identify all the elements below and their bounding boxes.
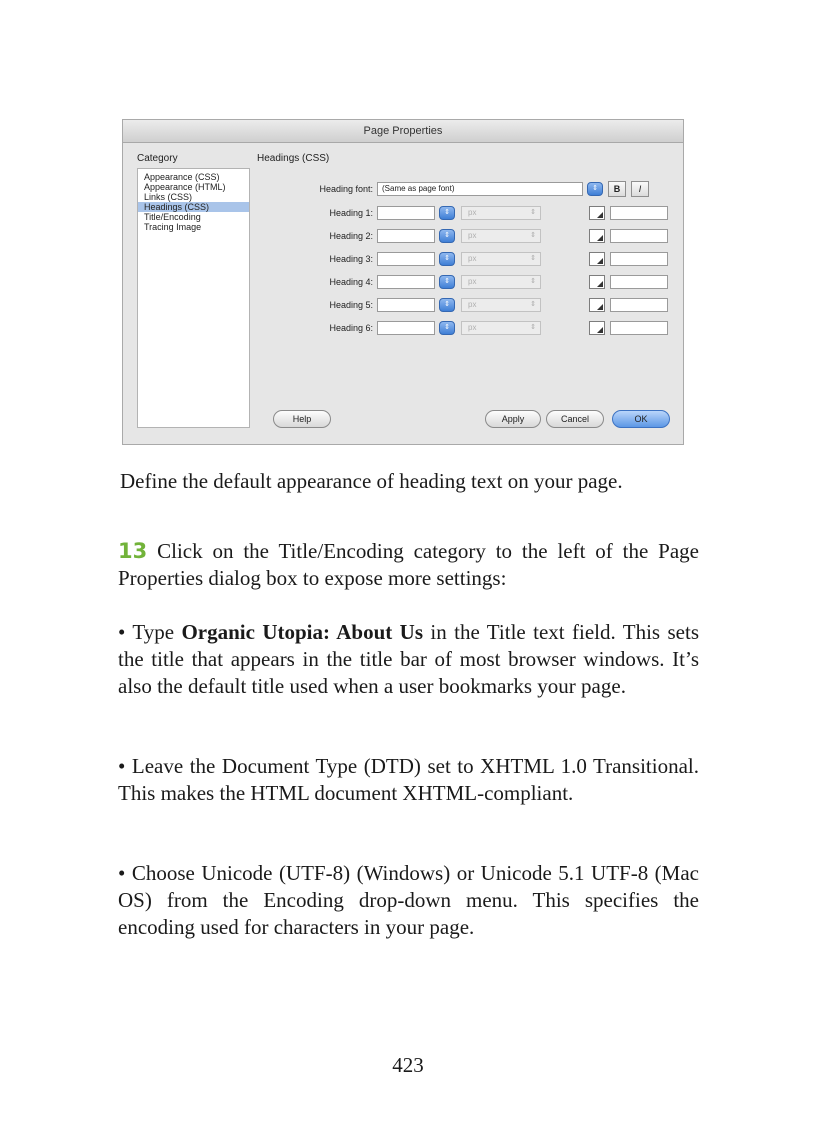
apply-button[interactable]: Apply (485, 410, 541, 428)
heading-3-size-input[interactable] (377, 252, 435, 266)
heading-1-color-input[interactable] (610, 206, 668, 220)
unit-arrow-icon: ⇕ (530, 209, 536, 216)
page-number: 423 (392, 1053, 424, 1077)
heading-6-color-input[interactable] (610, 321, 668, 335)
heading-5-size-input[interactable] (377, 298, 435, 312)
cancel-button[interactable]: Cancel (546, 410, 604, 428)
heading-6-size-input[interactable] (377, 321, 435, 335)
category-item-appearance-html[interactable]: Appearance (HTML) (144, 182, 226, 192)
heading-4-size-stepper-icon[interactable]: ⇕ (439, 275, 455, 289)
heading-4-color-input[interactable] (610, 275, 668, 289)
category-item-title-encoding[interactable]: Title/Encoding (144, 212, 201, 222)
bold-button[interactable]: B (608, 181, 626, 197)
heading-font-label: Heading font: (319, 184, 373, 194)
page-properties-dialog (122, 119, 684, 445)
unit-arrow-icon: ⇕ (530, 255, 536, 262)
heading-4-size-input[interactable] (377, 275, 435, 289)
heading-2-unit: px (468, 231, 477, 240)
help-button[interactable]: Help (273, 410, 331, 428)
italic-button[interactable]: I (631, 181, 649, 197)
bullet-encoding: • Choose Unicode (UTF-8) (Windows) or Unicode 5.1 UTF-8 (Mac OS) from the Encoding drop-down menu. This specifies the encoding used for characters in your page. (118, 861, 699, 939)
ok-button[interactable]: OK (612, 410, 670, 428)
heading-3-size-stepper-icon[interactable]: ⇕ (439, 252, 455, 266)
heading-font-dropdown-icon[interactable]: ⇕ (587, 182, 603, 196)
heading-4-row (279, 273, 668, 291)
heading-2-size-stepper-icon[interactable]: ⇕ (439, 229, 455, 243)
heading-1-row (279, 204, 668, 222)
heading-6-unit: px (468, 323, 477, 332)
heading-6-unit-select[interactable] (461, 321, 541, 335)
step-number: 13 (118, 539, 148, 563)
bullet-doctype: • Leave the Document Type (DTD) set to XHTML 1.0 Transitional. This makes the HTML document XHTML-compliant. (118, 754, 699, 805)
heading-5-unit: px (468, 300, 477, 309)
heading-5-color-picker[interactable] (589, 298, 605, 312)
heading-2-row (279, 227, 668, 245)
bullet-title (118, 619, 699, 700)
unit-arrow-icon: ⇕ (530, 324, 536, 331)
bullet-title-prefix: • Type (118, 620, 182, 644)
bullet-title-rest: in the Title text field. This sets the title that appears in the title bar of most browser windows. It’s also the default title used when a user bookmarks your page. (118, 620, 699, 698)
figure-caption: Define the default appearance of heading text on your page. (120, 469, 623, 493)
heading-font-row (279, 180, 649, 198)
category-list (137, 168, 250, 428)
heading-6-color-picker[interactable] (589, 321, 605, 335)
heading-2-unit-select[interactable] (461, 229, 541, 243)
heading-5-unit-select[interactable] (461, 298, 541, 312)
heading-3-row (279, 250, 668, 268)
heading-2-color-input[interactable] (610, 229, 668, 243)
heading-1-unit-select[interactable] (461, 206, 541, 220)
heading-6-row (279, 319, 668, 337)
category-item-tracing-image[interactable]: Tracing Image (144, 222, 202, 232)
step-text: Click on the Title/Encoding category to the left of the Page Properties dialog box to expose more settings: (118, 539, 699, 590)
heading-3-color-picker[interactable] (589, 252, 605, 266)
category-item-links-css[interactable]: Links (CSS) (144, 192, 193, 202)
heading-6-size-stepper-icon[interactable]: ⇕ (439, 321, 455, 335)
bullet-title-bold: Organic Utopia: About Us (181, 620, 423, 644)
heading-5-size-stepper-icon[interactable]: ⇕ (439, 298, 455, 312)
section-label: Headings (CSS) (257, 153, 330, 164)
dialog-title: Page Properties (123, 120, 683, 143)
category-item-appearance-css[interactable]: Appearance (CSS) (144, 172, 220, 182)
heading-4-unit: px (468, 277, 477, 286)
heading-3-unit: px (468, 254, 477, 263)
heading-2-color-picker[interactable] (589, 229, 605, 243)
heading-2-label: Heading 2: (329, 231, 373, 241)
category-label: Category (137, 153, 178, 164)
heading-6-label: Heading 6: (329, 323, 373, 333)
heading-1-size-input[interactable] (377, 206, 435, 220)
heading-5-label: Heading 5: (329, 300, 373, 310)
heading-1-label: Heading 1: (329, 208, 373, 218)
heading-1-color-picker[interactable] (589, 206, 605, 220)
unit-arrow-icon: ⇕ (530, 278, 536, 285)
unit-arrow-icon: ⇕ (530, 232, 536, 239)
heading-4-label: Heading 4: (329, 277, 373, 287)
heading-1-unit: px (468, 208, 477, 217)
heading-1-size-stepper-icon[interactable]: ⇕ (439, 206, 455, 220)
heading-5-color-input[interactable] (610, 298, 668, 312)
heading-3-label: Heading 3: (329, 254, 373, 264)
heading-2-size-input[interactable] (377, 229, 435, 243)
heading-3-color-input[interactable] (610, 252, 668, 266)
heading-5-row (279, 296, 668, 314)
heading-4-color-picker[interactable] (589, 275, 605, 289)
heading-3-unit-select[interactable] (461, 252, 541, 266)
heading-4-unit-select[interactable] (461, 275, 541, 289)
unit-arrow-icon: ⇕ (530, 301, 536, 308)
category-item-headings-css[interactable]: Headings (CSS) (138, 202, 249, 212)
step-13-paragraph (118, 538, 699, 592)
heading-font-select[interactable]: (Same as page font) (377, 182, 583, 196)
